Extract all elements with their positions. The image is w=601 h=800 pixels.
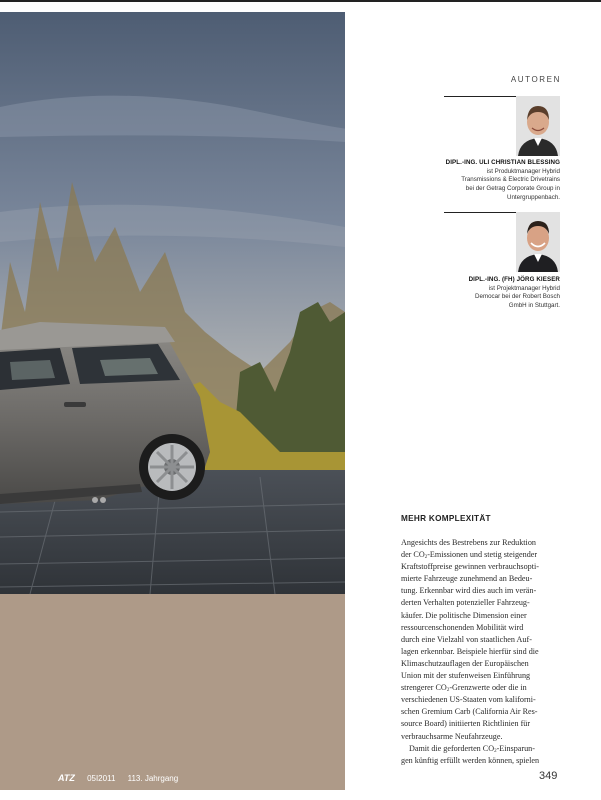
volume-label: 113. Jahrgang (127, 774, 179, 783)
body-line: gen künftig erfüllt werden können, spielen (401, 755, 540, 765)
body-line: der $CO_2$-Emissionen und stetig steigender (401, 550, 538, 561)
author-rule (444, 96, 516, 97)
page-number: 349 (539, 770, 558, 782)
tan-panel (0, 594, 345, 790)
body-line: verbrauchsarme Neufahrzeuge. (401, 731, 503, 741)
author-bio-line: ist Projektmanager Hybrid (488, 284, 560, 292)
body-line: verschiedenen US-Staaten vom kaliforni- (401, 695, 536, 705)
author-bio (430, 159, 560, 203)
article-body (401, 537, 560, 767)
body-line: Union mit der stufenweisen Einführung (401, 671, 531, 681)
author-bio-line: GmbH in Stuttgart. (508, 302, 560, 310)
author-bio-line: Democar bei der Robert Bosch (475, 293, 560, 301)
author-rule (444, 212, 516, 213)
body-line: Klimaschutzauflagen der Europäischen (401, 658, 529, 668)
body-line: derten Verhalten potenzieller Fahrzeug- (401, 598, 530, 608)
author-name: DIPL.-ING. ULI CHRISTIAN BLESSING (445, 159, 560, 166)
author-bio-line: Untergruppenbach. (507, 193, 560, 201)
section-heading: MEHR KOMPLEXITÄT (401, 514, 491, 523)
author-bio-line: bei der Getrag Corporate Group in (465, 185, 560, 193)
page-footer (58, 773, 178, 783)
section-label-authors: AUTOREN (510, 75, 561, 84)
body-line: lagen erkennbar. Beispiele hierfür sind die (401, 646, 539, 656)
body-line: Kraftstoffpreise gewinnen verbrauchsopti- (401, 562, 539, 572)
body-line: tung. Erkennbar wird dies auch im verän- (401, 586, 537, 596)
author-box (444, 96, 560, 206)
body-line: source Board) initiierten Richtlinien für (401, 719, 531, 729)
author-portrait (516, 212, 560, 272)
author-bio (430, 276, 560, 311)
author-name: DIPL.-ING. (FH) JÖRG KIESER (468, 276, 560, 283)
body-line: Angesichts des Bestrebens zur Reduktion (401, 538, 536, 547)
author-portrait (516, 96, 560, 156)
author-bio-line: ist Produktmanager Hybrid (486, 167, 560, 175)
body-line: schen Gremium Carb (California Air Res- (401, 707, 538, 717)
body-line: käufer. Die politische Dimension einer (401, 610, 527, 620)
author-bio-line: Transmissions & Electric Drivetrains (461, 176, 560, 184)
journal-logo: ATZ (58, 773, 75, 783)
author-box (444, 212, 560, 322)
body-line: strengerer $CO_2$-Grenzwerte oder die in (401, 683, 527, 694)
issue-number: 05I2011 (87, 774, 116, 783)
car-photo (0, 12, 345, 594)
body-line: mierte Fahrzeuge zunehmend an Bedeu- (401, 574, 533, 584)
body-line: ressourcenschonenden Mobilität wird (401, 622, 524, 632)
body-line: Damit die geforderten $CO_2-Einsparun-$ (409, 743, 535, 754)
top-rule (0, 0, 601, 2)
body-line: durch eine Vielzahl von staatlichen Auf- (401, 634, 532, 644)
